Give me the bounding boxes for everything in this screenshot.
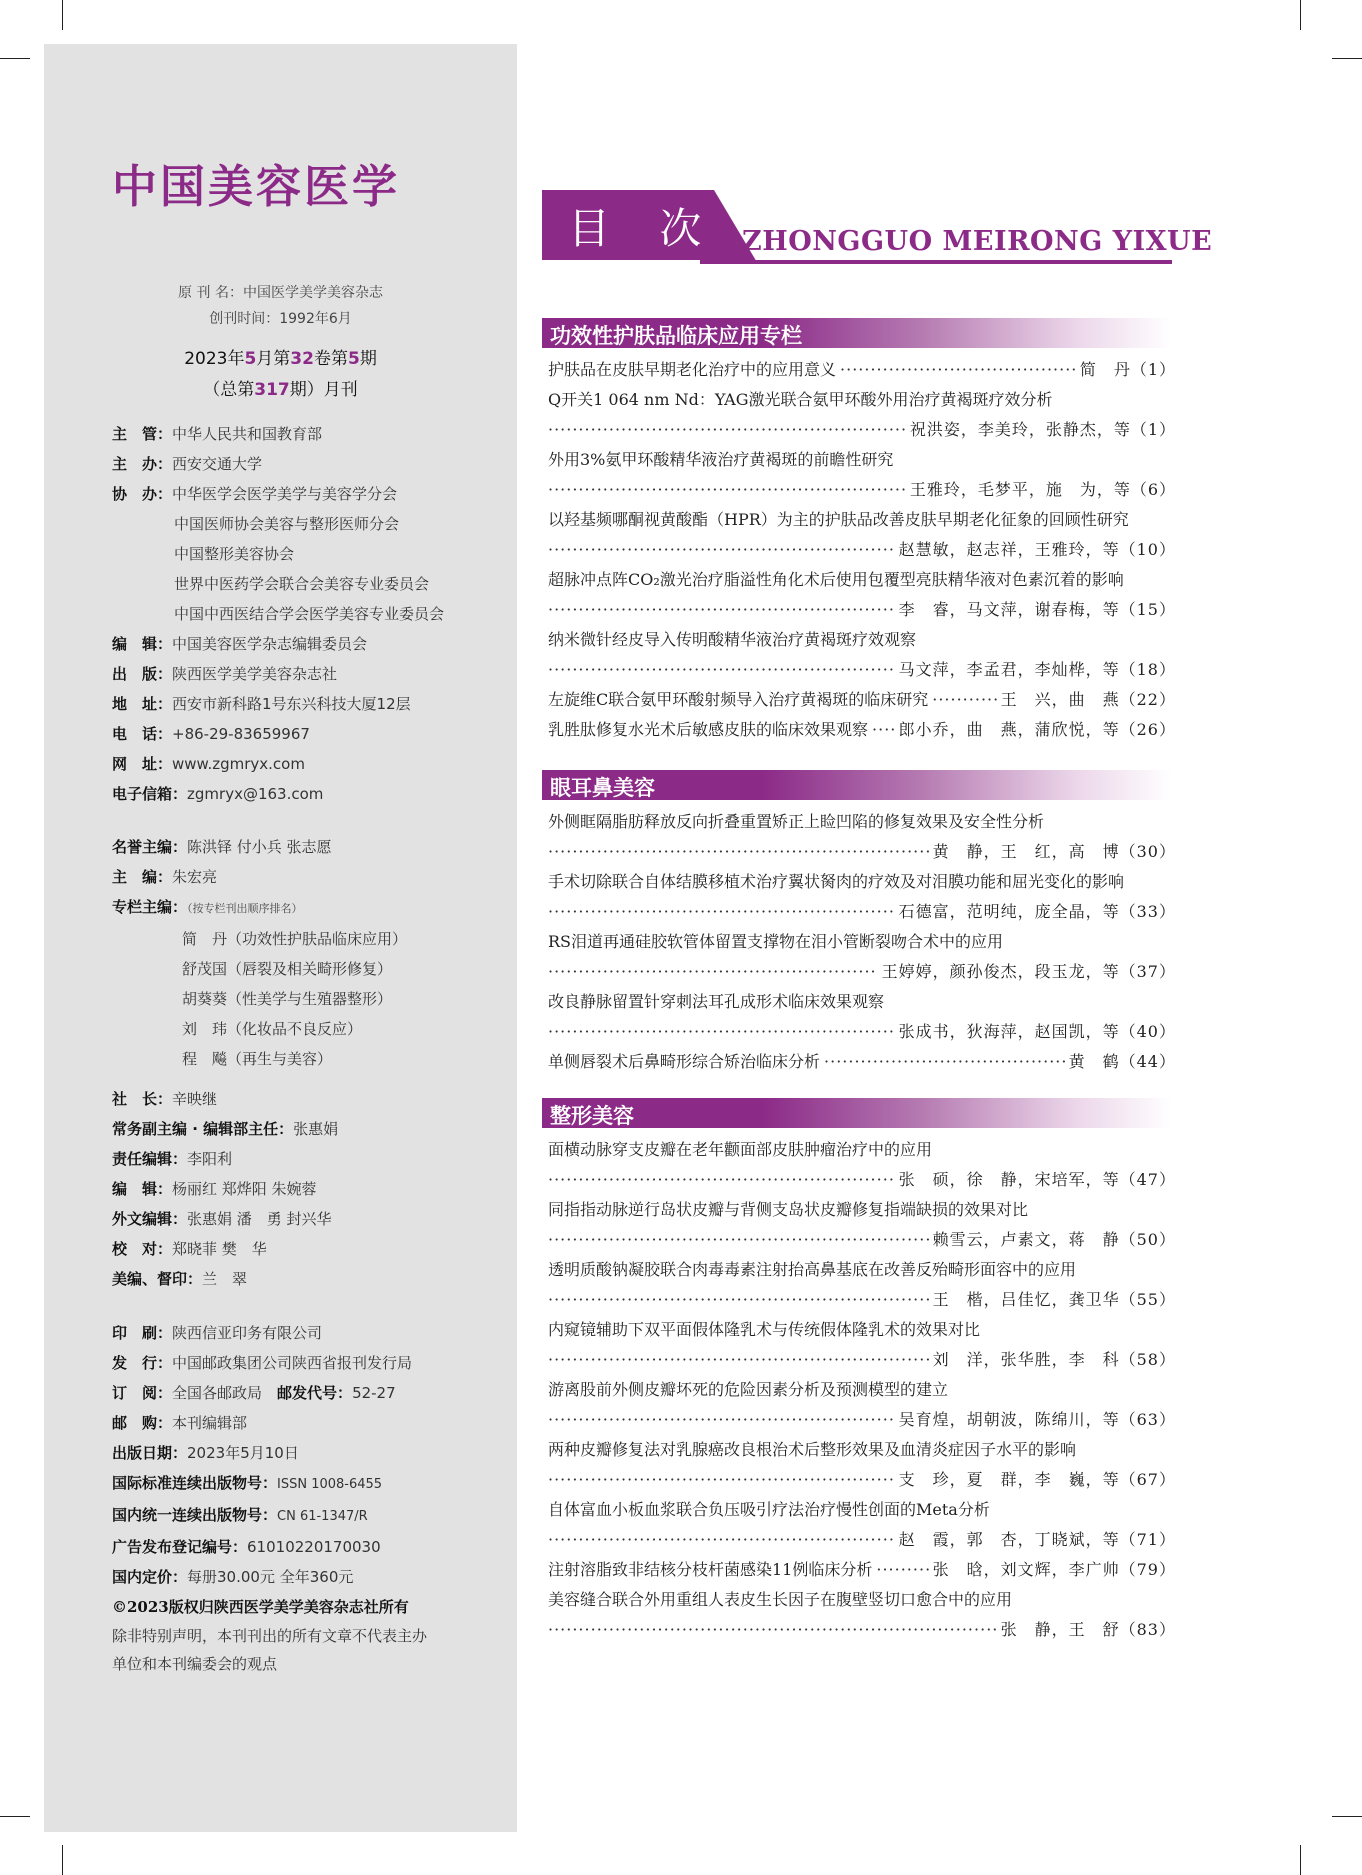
publishing-info	[112, 1318, 427, 1678]
entry-authors-page: 王 兴，曲 燕（22）	[1000, 690, 1176, 709]
entry-authors-page: 赖雪云，卢素文，蒋 静（50）	[932, 1230, 1176, 1249]
entry-authors-page: 黄 静，王 红，高 博（30）	[932, 842, 1176, 861]
toc-entry[interactable]	[548, 1585, 1176, 1645]
staff-list	[112, 1084, 338, 1294]
toc-entry[interactable]	[548, 1495, 1176, 1555]
leader-dots	[932, 685, 996, 715]
column-editor: 刘 玮（化妆品不良反应）	[182, 1020, 363, 1038]
toc-title: 目 次	[568, 204, 720, 253]
crop-mark	[1332, 58, 1362, 59]
staff-row: 校 对：郑晓菲 樊 华	[112, 1240, 267, 1258]
toc-header	[542, 190, 1213, 272]
leader-dots	[548, 1345, 929, 1375]
leader-dots	[548, 1017, 895, 1047]
leader-dots	[548, 1405, 895, 1435]
toc-entry[interactable]	[548, 1435, 1176, 1495]
disclaimer: 除非特别声明，本刊刊出的所有文章不代表主办	[112, 1627, 428, 1645]
copyright: ©2023版权归陕西医学美学美容杂志社所有	[112, 1598, 409, 1616]
info-row: 主 办：西安交通大学	[112, 455, 263, 473]
info-row: 世界中医药学会联合会美容专业委员会	[174, 575, 430, 593]
leader-dots	[548, 837, 929, 867]
entry-title: 外用3%氨甲环酸精华液治疗黄褐斑的前瞻性研究	[548, 450, 894, 469]
column-editor: 简 丹（功效性护肤品临床应用）	[182, 930, 408, 948]
leader-dots	[548, 1615, 997, 1645]
entry-title: 内窥镜辅助下双平面假体隆乳术与传统假体隆乳术的效果对比	[548, 1320, 981, 1339]
total-issue-line: （总第317期）月刊	[203, 380, 358, 400]
toc-entry[interactable]	[548, 867, 1176, 927]
entry-authors-page: 郎小乔，曲 燕，蒲欣悦，等（26）	[898, 720, 1176, 739]
entry-authors-page: 赵 霞，郭 杏，丁晓斌，等（71）	[898, 1530, 1176, 1549]
toc-entry[interactable]	[548, 987, 1176, 1047]
entry-authors-page: 马文萍，李孟君，李灿桦，等（18）	[898, 660, 1176, 679]
toc-entry[interactable]	[548, 445, 1176, 505]
staff-row: 社 长：辛映继	[112, 1090, 218, 1108]
info-row: 电 话：+86-29-83659967	[112, 725, 310, 743]
section-title: 整形美容	[550, 1104, 634, 1128]
info-row: 电子信箱：zgmryx@163.com	[112, 785, 324, 803]
editorial-board	[112, 832, 407, 1074]
toc-entry[interactable]	[548, 1135, 1176, 1195]
leader-dots	[548, 655, 895, 685]
toc-entry[interactable]	[548, 1255, 1176, 1315]
entry-authors-page: 王婷婷，颜孙俊杰，段玉龙，等（37）	[881, 962, 1176, 981]
info-row: 中国整形美容协会	[174, 545, 295, 563]
entry-title: 手术切除联合自体结膜移植术治疗翼状胬肉的疗效及对泪膜功能和屈光变化的影响	[548, 872, 1125, 891]
info-row: 协 办：中华医学会医学美学与美容学分会	[112, 485, 398, 503]
entry-title: 以羟基频哪酮视黄酸酯（HPR）为主的护肤品改善皮肤早期老化征象的回顾性研究	[548, 510, 1129, 529]
column-editor: 舒茂国（唇裂及相关畸形修复）	[182, 960, 393, 978]
leader-dots	[548, 535, 895, 565]
leader-dots	[548, 595, 895, 625]
publish-row: 广告发布登记编号：61010220170030	[112, 1538, 381, 1556]
toc-entry[interactable]	[548, 1375, 1176, 1435]
toc-entry[interactable]	[548, 927, 1176, 987]
entry-authors-page: 刘 洋，张华胜，李 科（58）	[932, 1350, 1176, 1369]
entry-authors-page: 石德富，范明纯，庞全晶，等（33）	[898, 902, 1176, 921]
entry-authors-page: 张 静，王 舒（83）	[1000, 1620, 1176, 1639]
column-editor: 程 飚（再生与美容）	[182, 1050, 333, 1068]
entry-title: 护肤品在皮肤早期老化治疗中的应用意义	[548, 360, 837, 379]
crop-mark	[1300, 1845, 1301, 1875]
section-title: 功效性护肤品临床应用专栏	[550, 324, 802, 348]
entry-authors-page: 李 睿，马文萍，谢春梅，等（15）	[898, 600, 1176, 619]
entry-title: 左旋维C联合氨甲环酸射频导入治疗黄褐斑的临床研究	[548, 690, 929, 709]
crop-mark	[1300, 0, 1301, 30]
leader-dots	[548, 475, 906, 505]
toc-entry[interactable]	[548, 385, 1176, 445]
entry-authors-page: 赵慧敏，赵志祥，王雅玲，等（10）	[898, 540, 1176, 559]
toc-entry[interactable]	[548, 1047, 1176, 1077]
toc-entry[interactable]	[548, 565, 1176, 625]
entry-title: 乳胜肽修复水光术后敏感皮肤的临床效果观察	[548, 720, 869, 739]
publish-row: 国际标准连续出版物号：ISSN 1008-6455	[112, 1474, 383, 1492]
entry-title: 外侧眶隔脂肪释放反向折叠重置矫正上睑凹陷的修复效果及安全性分析	[548, 812, 1045, 831]
leader-dots	[872, 715, 895, 745]
toc-entry[interactable]	[548, 685, 1176, 715]
entry-authors-page: 祝洪姿，李美玲，张静杰，等（1）	[909, 420, 1176, 439]
section-header	[542, 318, 1172, 348]
toc-entry[interactable]	[548, 505, 1176, 565]
toc-underline	[742, 260, 1172, 264]
publish-row: 国内定价：每册30.00元 全年360元	[112, 1568, 354, 1586]
issue-line: 2023年5月第32卷第5期	[184, 349, 377, 369]
column-editor: 胡葵葵（性美学与生殖器整形）	[182, 990, 393, 1008]
entry-title: 同指指动脉逆行岛状皮瓣与背侧支岛状皮瓣修复指端缺损的效果对比	[548, 1200, 1029, 1219]
toc-entry[interactable]	[548, 1315, 1176, 1375]
info-row: 出 版：陕西医学美学美容杂志社	[112, 665, 338, 683]
toc-entry[interactable]	[548, 807, 1176, 867]
info-row: 主 管：中华人民共和国教育部	[112, 425, 323, 443]
leader-dots	[548, 1285, 929, 1315]
entry-title: 单侧唇裂术后鼻畸形综合矫治临床分析	[548, 1052, 821, 1071]
entry-title: Q开关1 064 nm Nd：YAG激光联合氨甲环酸外用治疗黄褐斑疗效分析	[548, 390, 1053, 409]
info-row: 中国中西医结合学会医学美容专业委员会	[174, 605, 445, 623]
editor-row: 名誉主编：陈洪铎 付小兵 张志愿	[112, 838, 332, 856]
journal-title: 中国美容医学	[112, 160, 401, 213]
staff-row: 编 辑：杨丽红 郑烨阳 朱婉蓉	[112, 1180, 317, 1198]
entry-title: 面横动脉穿支皮瓣在老年颧面部皮肤肿瘤治疗中的应用	[548, 1140, 933, 1159]
disclaimer: 单位和本刊编委会的观点	[112, 1655, 278, 1673]
entry-title: 美容缝合联合外用重组人表皮生长因子在腹壁竖切口愈合中的应用	[548, 1590, 1013, 1609]
staff-row: 美编、督印：兰 翠	[112, 1270, 248, 1288]
entry-authors-page: 张 硕，徐 静，宋培军，等（47）	[898, 1170, 1176, 1189]
publish-row: 出版日期：2023年5月10日	[112, 1444, 299, 1462]
leader-dots	[876, 1555, 928, 1585]
entry-authors-page: 黄 鹤（44）	[1068, 1052, 1176, 1071]
toc-entry[interactable]	[548, 625, 1176, 685]
entry-title: 两种皮瓣修复法对乳腺癌改良根治术后整形效果及血清炎症因子水平的影响	[548, 1440, 1077, 1459]
founded-date: 创刊时间：1992年6月	[209, 311, 352, 327]
toc-english-title: ZHONGGUO MEIRONG YIXUE	[742, 226, 1213, 257]
toc-entry[interactable]	[548, 1555, 1176, 1585]
staff-row: 责任编辑：李阳利	[112, 1150, 233, 1168]
section-header	[542, 1098, 1172, 1128]
leader-dots	[548, 1225, 929, 1255]
info-row: 编 辑：中国美容医学杂志编辑委员会	[112, 635, 368, 653]
entry-title: 透明质酸钠凝胶联合肉毒毒素注射抬高鼻基底在改善反殆畸形面容中的应用	[548, 1260, 1077, 1279]
entry-title: 自体富血小板血浆联合负压吸引疗法治疗慢性创面的Meta分析	[548, 1500, 990, 1519]
section-header	[542, 770, 1172, 800]
leader-dots	[824, 1047, 1065, 1077]
crop-mark	[1332, 1816, 1362, 1817]
entry-title: 改良静脉留置针穿刺法耳孔成形术临床效果观察	[548, 992, 885, 1011]
publish-row: 订 阅：全国各邮政局 邮发代号：52-27	[112, 1384, 396, 1402]
toc-entry[interactable]	[548, 355, 1176, 385]
leader-dots	[548, 897, 895, 927]
publish-row: 国内统一连续出版物号：CN 61-1347/R	[112, 1506, 368, 1524]
toc-entry[interactable]	[548, 1195, 1176, 1255]
info-row: 网 址：www.zgmryx.com	[112, 755, 305, 773]
leader-dots	[548, 1165, 895, 1195]
leader-dots	[548, 957, 878, 987]
crop-mark	[62, 0, 63, 30]
crop-mark	[62, 1845, 63, 1875]
leader-dots	[548, 415, 906, 445]
entry-authors-page: 支 珍，夏 群，李 巍，等（67）	[898, 1470, 1176, 1489]
entry-title: 超脉冲点阵CO₂激光治疗脂溢性角化术后使用包覆型亮肤精华液对色素沉着的影响	[548, 570, 1124, 589]
entry-authors-page: 王雅玲，毛梦平，施 为，等（6）	[909, 480, 1176, 499]
section-title: 眼耳鼻美容	[550, 776, 655, 800]
staff-row: 常务副主编 · 编辑部主任：张惠娟	[112, 1120, 339, 1138]
publish-row: 印 刷：陕西信亚印务有限公司	[112, 1324, 323, 1342]
entry-authors-page: 张 晗，刘文辉，李广帅（79）	[932, 1560, 1176, 1579]
entry-authors-page: 吴育煌，胡朝波，陈绵川，等（63）	[898, 1410, 1176, 1429]
staff-row: 外文编辑：张惠娟 潘 勇 封兴华	[112, 1210, 332, 1228]
crop-mark	[0, 58, 30, 59]
entry-title: RS泪道再通硅胶软管体留置支撑物在泪小管断裂吻合术中的应用	[548, 932, 1004, 951]
entry-title: 注射溶脂致非结核分枝杆菌感染11例临床分析	[548, 1560, 873, 1579]
entry-title: 游离股前外侧皮瓣坏死的危险因素分析及预测模型的建立	[548, 1380, 949, 1399]
entry-title: 纳米微针经皮导入传明酸精华液治疗黄褐斑疗效观察	[548, 630, 917, 649]
former-name: 原 刊 名：中国医学美学美容杂志	[178, 285, 383, 301]
crop-mark	[0, 1816, 30, 1817]
publish-row: 邮 购：本刊编辑部	[112, 1414, 248, 1432]
entry-authors-page: 王 楷，吕佳忆，龚卫华（55）	[932, 1290, 1176, 1309]
info-row: 中国医师协会美容与整形医师分会	[174, 515, 400, 533]
editor-row: 主 编：朱宏亮	[112, 868, 218, 886]
publish-row: 发 行：中国邮政集团公司陕西省报刊发行局	[112, 1354, 413, 1372]
info-row: 地 址：西安市新科路1号东兴科技大厦12层	[112, 695, 411, 713]
leader-dots	[548, 1525, 895, 1555]
leader-dots	[548, 1465, 895, 1495]
leader-dots	[840, 355, 1076, 385]
entry-authors-page: 张成书，狄海萍，赵国凯，等（40）	[898, 1022, 1176, 1041]
entry-authors-page: 简 丹（1）	[1079, 360, 1176, 379]
publisher-info	[112, 419, 444, 809]
toc-entry[interactable]	[548, 715, 1176, 745]
editor-row: 专栏主编：（按专栏刊出顺序排名）	[112, 898, 303, 916]
